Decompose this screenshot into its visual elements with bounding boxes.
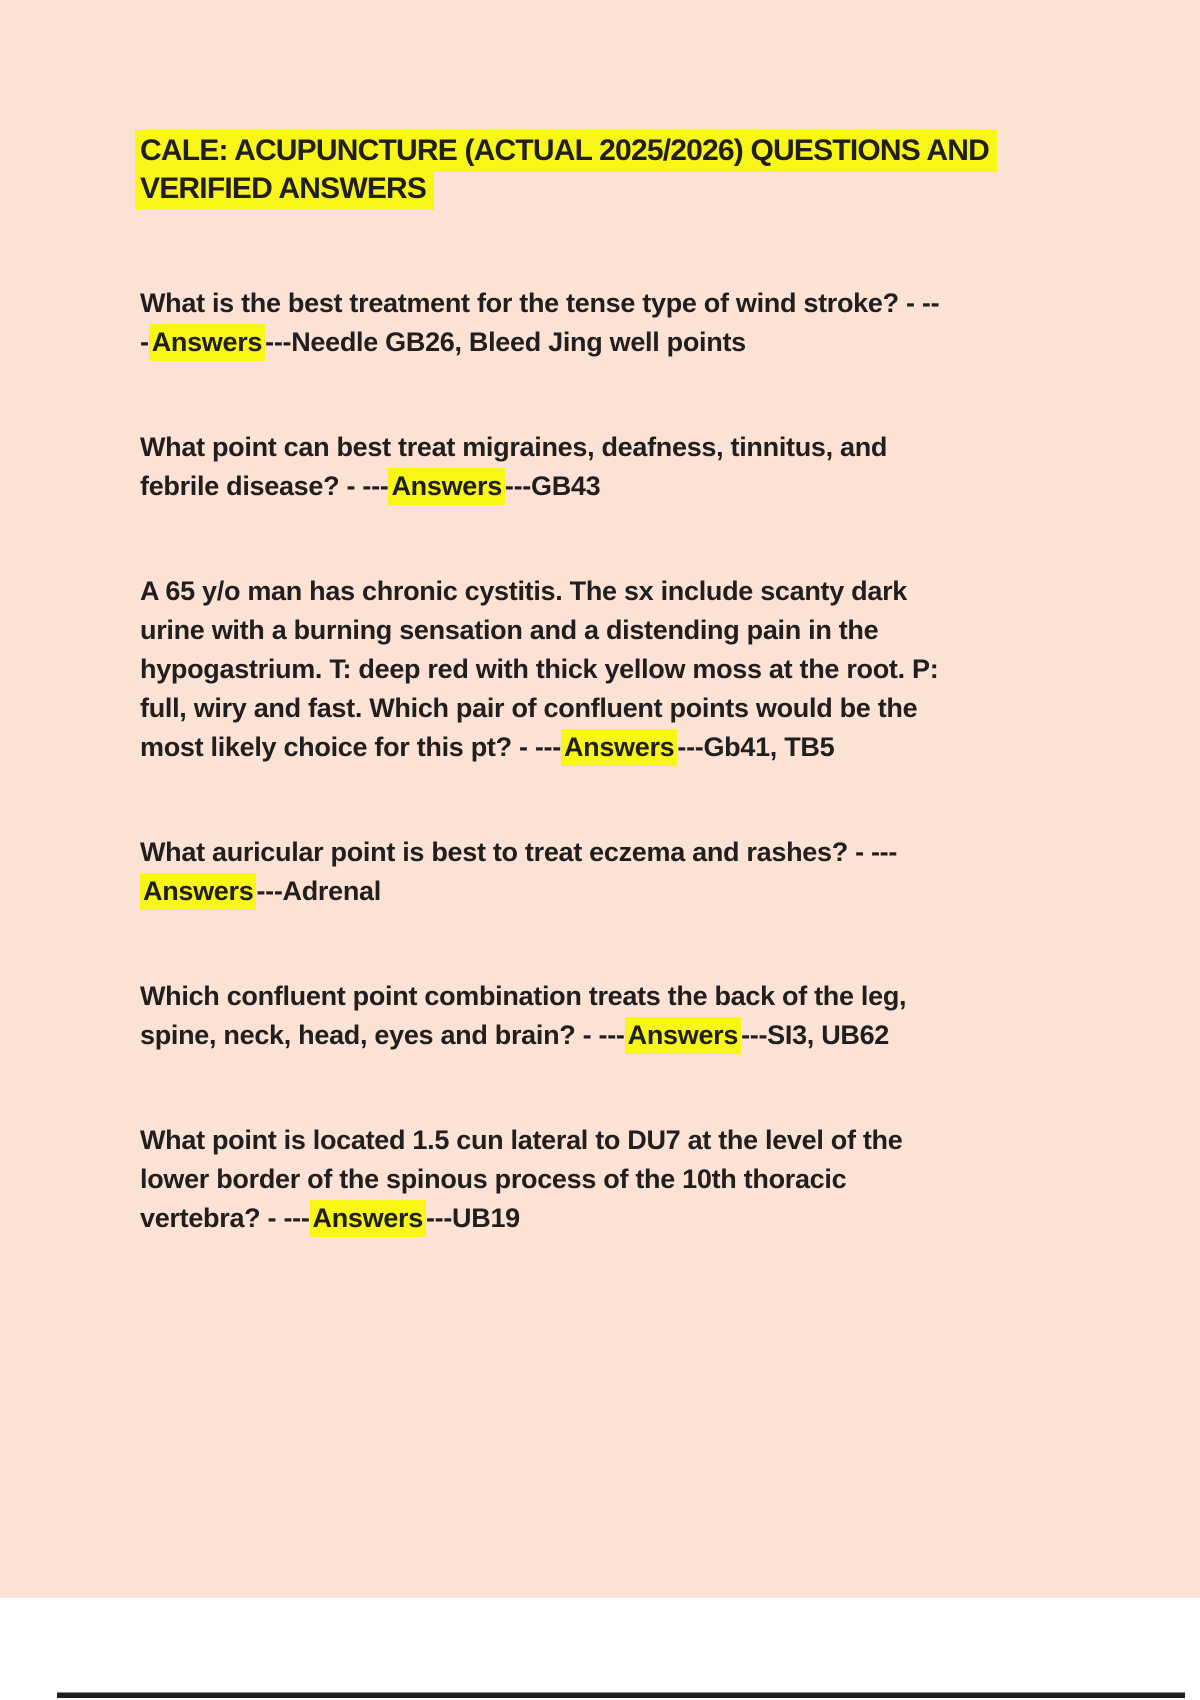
- footer-rule: [57, 1692, 1185, 1698]
- answers-highlight: Answers: [561, 729, 677, 766]
- answers-highlight: Answers: [625, 1017, 741, 1054]
- answers-highlight: Answers: [149, 324, 265, 361]
- qa-paragraph: What point can best treat migraines, deafness, tinnitus, and febrile disease? - --- Answers ---GB43: [140, 428, 1140, 506]
- qa-paragraph: What point is located 1.5 cun lateral to DU7 at the level of the lower border of the spinous process of the 10th thoracic vertebra? - --- Answers ---UB19: [140, 1121, 1140, 1238]
- qa-paragraph: What auricular point is best to treat eczema and rashes? - --- Answers ---Adrenal: [140, 833, 1140, 911]
- qa-list: [140, 284, 1140, 1238]
- page-title: [140, 132, 1140, 208]
- answers-highlight: Answers: [140, 873, 256, 910]
- answers-highlight: Answers: [388, 468, 504, 505]
- page-title-highlight: CALE: ACUPUNCTURE (ACTUAL 2025/2026) QUESTIONS AND VERIFIED ANSWERS: [135, 130, 997, 210]
- qa-paragraph: Which confluent point combination treats the back of the leg, spine, neck, head, eyes and brain? - --- Answers ---SI3, UB62: [140, 977, 1140, 1055]
- answers-highlight: Answers: [310, 1200, 426, 1237]
- document-content: [140, 132, 1140, 1304]
- qa-paragraph: What is the best treatment for the tense type of wind stroke? - -- - Answers ---Needle GB26, Bleed Jing well points: [140, 284, 1140, 362]
- qa-paragraph: A 65 y/o man has chronic cystitis. The sx include scanty dark urine with a burning sensation and a distending pain in the hypogastrium. T: deep red with thick yellow moss at the root. P: full, wiry and fast. Which pair of confluent points would be the most likely choice for this pt? - --- Answers ---Gb41, TB5: [140, 572, 1140, 767]
- footer-strip: [0, 1598, 1200, 1700]
